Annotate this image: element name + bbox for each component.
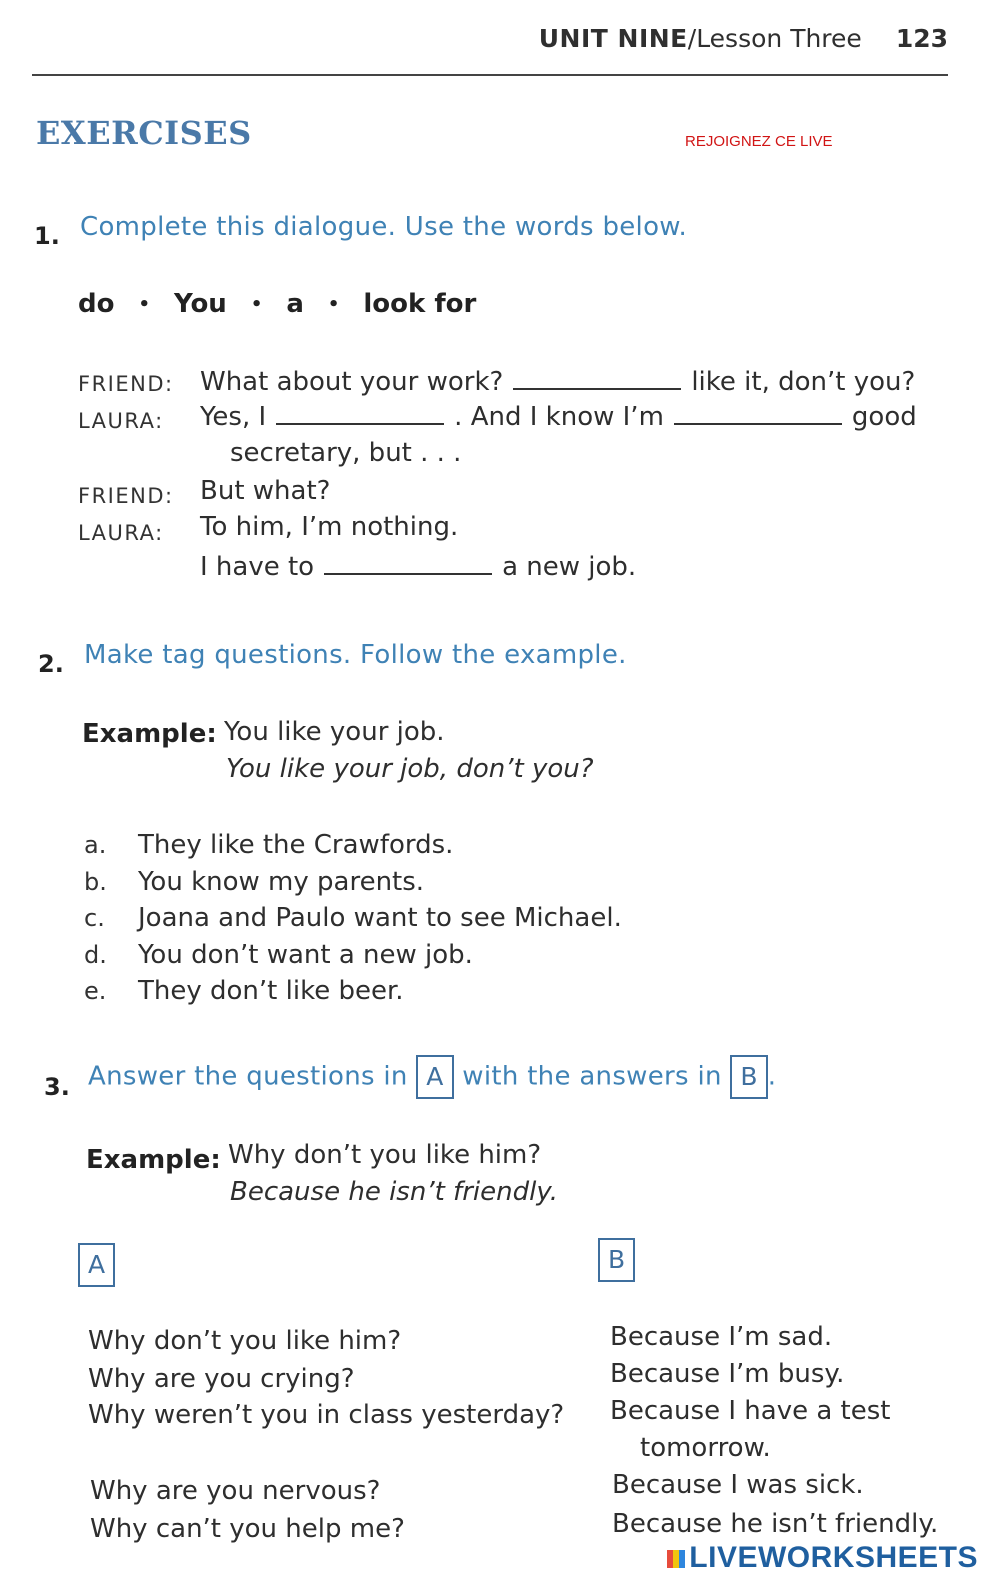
question-item: Why weren’t you in class yesterday?: [88, 1400, 565, 1430]
answer-blank[interactable]: [513, 364, 681, 390]
example-question: Why don’t you like him?: [228, 1140, 542, 1170]
question-item: Why can’t you help me?: [90, 1514, 405, 1544]
bullet-icon: •: [138, 294, 150, 315]
liveworksheets-watermark: LIVEWORKSHEETS: [667, 1541, 978, 1575]
item-letter: e.: [84, 977, 107, 1005]
item-text: You know my parents.: [138, 867, 425, 897]
exercise-1-number: 1.: [34, 222, 60, 250]
example-answer: Because he isn’t friendly.: [230, 1177, 558, 1207]
dialogue-line: Yes, I . And I know I’m good: [200, 399, 917, 432]
speaker-label: LAURA:: [78, 521, 164, 545]
item-letter: b.: [84, 868, 107, 896]
answer-blank[interactable]: [276, 399, 444, 425]
bullet-icon: •: [250, 294, 263, 315]
liveworksheets-logo-icon: [667, 1550, 685, 1568]
unit-title: UNIT NINE: [538, 24, 688, 53]
exercise-2-instruction: Make tag questions. Follow the example.: [84, 640, 627, 670]
answer-blank[interactable]: [324, 549, 492, 575]
question-item: Why are you crying?: [88, 1364, 355, 1394]
question-item: Why are you nervous?: [90, 1476, 381, 1506]
example-label: Example:: [86, 1145, 221, 1175]
tag-question-item: [84, 940, 473, 970]
word-bank-item: look for: [363, 289, 477, 319]
exercise-1-instruction: Complete this dialogue. Use the words below.: [80, 212, 688, 242]
speaker-label: FRIEND:: [78, 484, 174, 508]
example-label: Example:: [82, 719, 217, 749]
item-text: You don’t want a new job.: [138, 940, 473, 970]
box-a-label: A: [416, 1055, 453, 1099]
answer-item: Because I’m sad.: [610, 1322, 833, 1352]
answer-item: Because he isn’t friendly.: [612, 1509, 939, 1539]
answer-item: Because I’m busy.: [610, 1359, 845, 1389]
example-question: You like your job.: [224, 717, 445, 747]
exercise-2-number: 2.: [38, 650, 64, 678]
word-bank-item: a: [286, 289, 304, 319]
word-bank-item: do: [78, 289, 115, 319]
item-letter: c.: [84, 904, 105, 932]
speaker-label: LAURA:: [78, 409, 164, 433]
tag-question-item: [84, 903, 622, 933]
page-number: 123: [895, 24, 948, 53]
answer-item: Because I have a test: [610, 1396, 891, 1426]
speaker-label: FRIEND:: [78, 372, 174, 396]
dialogue-line: secretary, but . . .: [230, 438, 462, 468]
box-b-label: B: [730, 1055, 767, 1099]
tag-question-item: [84, 867, 424, 897]
exercise-3-instruction: Answer the questions in A with the answers in B .: [88, 1055, 776, 1099]
tag-question-item: [84, 976, 404, 1006]
answer-item: Because I was sick.: [612, 1470, 864, 1500]
word-bank-item: You: [174, 289, 227, 319]
item-text: They like the Crawfords.: [138, 830, 454, 860]
item-text: Joana and Paulo want to see Michael.: [138, 903, 622, 933]
bullet-icon: •: [327, 294, 340, 315]
word-bank: [78, 289, 476, 319]
item-letter: a.: [84, 831, 107, 859]
answer-item: tomorrow.: [640, 1433, 771, 1463]
answer-blank[interactable]: [674, 399, 842, 425]
item-text: They don’t like beer.: [138, 976, 404, 1006]
promo-link[interactable]: REJOIGNEZ CE LIVE: [685, 133, 833, 150]
section-title: EXERCISES: [36, 114, 252, 152]
dialogue-line: What about your work? like it, don’t you?: [200, 364, 915, 397]
dialogue-line: To him, I’m nothing.: [200, 512, 459, 542]
example-answer: You like your job, don’t you?: [226, 754, 594, 784]
tag-question-item: [84, 830, 453, 860]
lesson-title: /Lesson Three: [687, 24, 862, 53]
question-item: Why don’t you like him?: [88, 1326, 402, 1356]
dialogue-line: But what?: [200, 476, 331, 506]
running-header: [539, 24, 948, 53]
exercise-3-number: 3.: [44, 1073, 70, 1101]
dialogue-line: I have to a new job.: [200, 549, 636, 582]
item-letter: d.: [84, 941, 107, 969]
column-b-label: B: [598, 1238, 635, 1282]
header-rule: [32, 74, 948, 76]
column-a-label: A: [78, 1243, 115, 1287]
